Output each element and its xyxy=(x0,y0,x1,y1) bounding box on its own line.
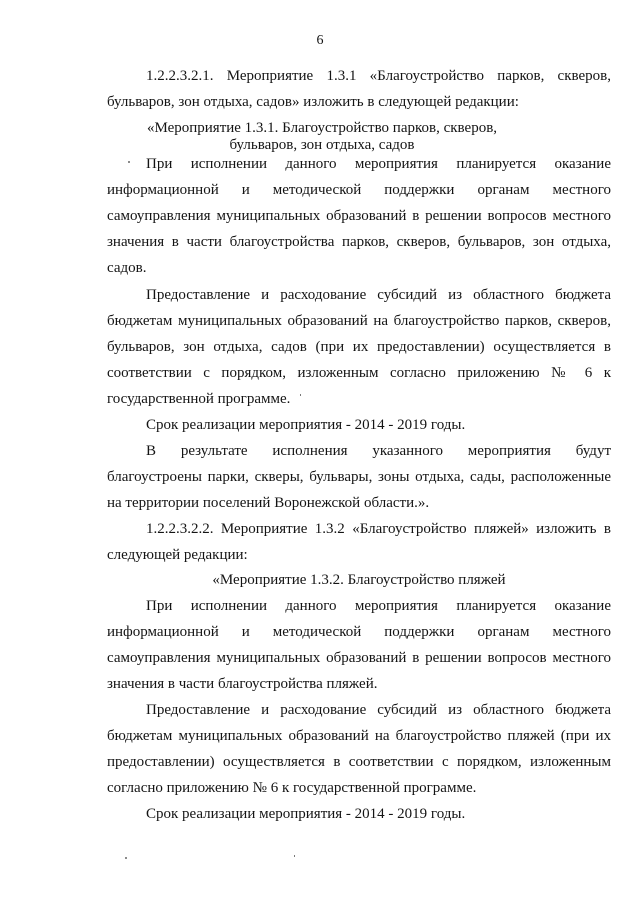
paragraph-support-2-line-2: информационной и методической поддержки органам местного xyxy=(107,624,611,640)
paragraph-subsidy-1-line-3: бульваров, зон отдыха, садов (при их предоставлении) осуществляется в xyxy=(107,339,611,355)
page-number: 6 xyxy=(316,33,324,48)
paragraph-subsidy-2-line-2: бюджетам муниципальных образований на благоустройство пляжей (при их xyxy=(107,728,611,744)
scan-speck xyxy=(125,857,127,859)
scan-speck xyxy=(300,394,301,396)
paragraph-support-1-line-1: При исполнении данного мероприятия планируется оказание xyxy=(146,156,611,172)
paragraph-support-2-line-4: значения в части благоустройства пляжей. xyxy=(107,676,378,692)
paragraph-support-1-line-3: самоуправления муниципальных образований в решении вопросов местного xyxy=(107,208,611,224)
scan-speck xyxy=(294,855,295,857)
paragraph-support-1-line-2: информационной и методической поддержки органам местного xyxy=(107,182,611,198)
amendment-intro-2-line-1: 1.2.2.3.2.2. Мероприятие 1.3.2 «Благоустройство пляжей» изложить в xyxy=(146,521,611,537)
paragraph-result-1-line-3: на территории поселений Воронежской области.». xyxy=(107,495,430,511)
term-1: Срок реализации мероприятия - 2014 - 2019 годы. xyxy=(146,417,466,433)
paragraph-result-1-line-1: В результате исполнения указанного мероприятия будут xyxy=(146,443,611,459)
paragraph-support-2-line-1: При исполнении данного мероприятия планируется оказание xyxy=(146,598,611,614)
paragraph-result-1-line-2: благоустроены парки, скверы, бульвары, зоны отдыха, сады, расположенные xyxy=(107,469,611,485)
paragraph-subsidy-1-line-2: бюджетам муниципальных образований на благоустройство парков, скверов, xyxy=(107,313,611,329)
paragraph-subsidy-1-line-1: Предоставление и расходование субсидий из областного бюджета xyxy=(146,287,611,303)
scan-speck xyxy=(128,161,130,163)
paragraph-subsidy-2-line-4: согласно приложению № 6 к государственной программе. xyxy=(107,780,477,796)
paragraph-subsidy-2-line-3: предоставлении) осуществляется в соответствии с порядком, изложенным xyxy=(107,754,611,770)
paragraph-subsidy-1-line-4: соответствии с порядком, изложенным согласно приложению № 6 к xyxy=(107,365,611,381)
measure-heading-1-line-1: «Мероприятие 1.3.1. Благоустройство парков, скверов, xyxy=(146,120,498,136)
term-2: Срок реализации мероприятия - 2014 - 2019 годы. xyxy=(146,806,466,822)
amendment-intro-2-line-2: следующей редакции: xyxy=(107,547,248,563)
measure-heading-1-line-2: бульваров, зон отдыха, садов xyxy=(229,137,415,153)
amendment-intro-1-line-2: бульваров, зон отдыха, садов» изложить в следующей редакции: xyxy=(107,94,519,110)
paragraph-support-1-line-4: значения в части благоустройства парков, скверов, бульваров, зон отдыха, xyxy=(107,234,611,250)
paragraph-support-1-line-5: садов. xyxy=(107,260,147,276)
paragraph-subsidy-1-line-5: государственной программе. xyxy=(107,391,291,407)
measure-heading-2: «Мероприятие 1.3.2. Благоустройство пляжей xyxy=(212,572,506,588)
paragraph-support-2-line-3: самоуправления муниципальных образований в решении вопросов местного xyxy=(107,650,611,666)
amendment-intro-1-line-1: 1.2.2.3.2.1. Мероприятие 1.3.1 «Благоустройство парков, скверов, xyxy=(146,68,611,84)
paragraph-subsidy-2-line-1: Предоставление и расходование субсидий из областного бюджета xyxy=(146,702,611,718)
